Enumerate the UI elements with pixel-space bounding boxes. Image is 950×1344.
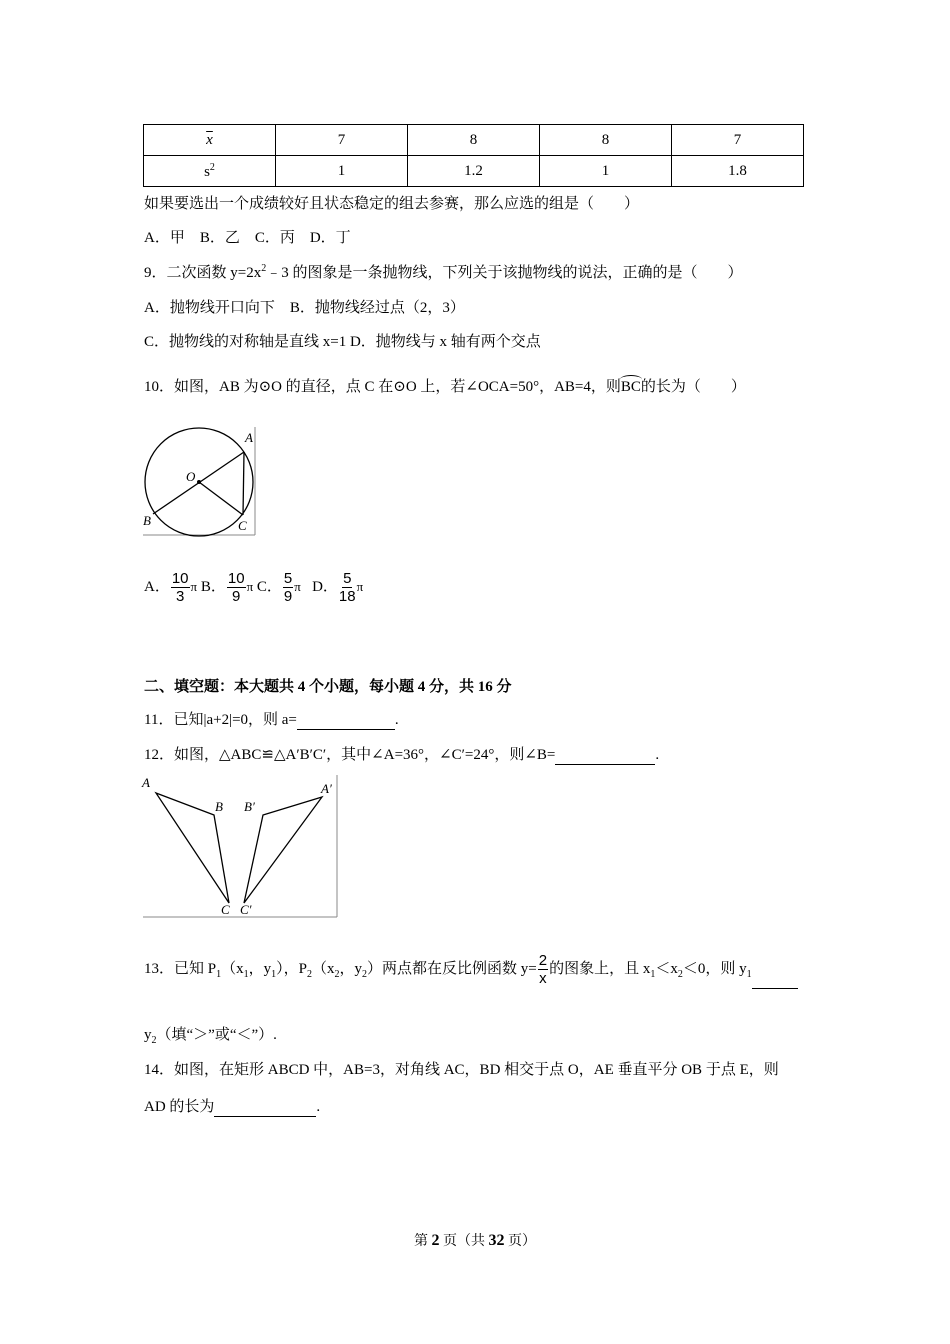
table-cell: 1 [540, 156, 672, 187]
q10-options: A． $\frac{10}{3}$ π B． $\frac{10}{9}$ π C． $\frac{5}{9}$ π D． $\frac{5}{18}$ π [144, 570, 364, 606]
frac-d: $\frac{5}{18}$ [338, 570, 356, 606]
frac-2-over-x: $\frac{2}{x}$ [538, 952, 548, 988]
q11-question: 11．已知|a+2|=0，则 a= . [144, 712, 399, 728]
label-c: C [221, 902, 230, 917]
circle-figure [141, 427, 257, 537]
label-a-prime: A′ [321, 781, 332, 796]
q8-options: A．甲 B．乙 C．丙 D．丁 [144, 230, 351, 246]
center-point [197, 480, 201, 484]
table-cell: 1.8 [672, 156, 804, 187]
row-label-mean: $\overline{x}$ [144, 125, 276, 156]
label-a: A [142, 775, 150, 790]
label-a: A [245, 430, 253, 445]
stats-table [143, 124, 804, 187]
q12-question: 12．如图，△ABC≌△A′B′C′，其中∠A=36°，∠C′=24°，则∠B= . [144, 747, 660, 763]
q9-options-ab: A．抛物线开口向下 B．抛物线经过点（2，3） [144, 300, 465, 316]
table-row [144, 125, 804, 156]
table-row [144, 156, 804, 187]
table-cell: 1.2 [408, 156, 540, 187]
label-c: C [238, 518, 247, 533]
q9-question: 9．二次函数 $y=2x^2﹣3$ 的图象是一条抛物线，下列关于该抛物线的说法，正确的是（ ） [144, 263, 743, 281]
table-cell: 1 [276, 156, 408, 187]
frac-c: $\frac{5}{9}$ [283, 570, 293, 606]
q8-question: 如果要选出一个成绩较好且状态稳定的组去参赛，那么应选的组是（ ） [144, 196, 640, 212]
q13-line2: $y_2$（填“＞”或“＜”）. [144, 1027, 277, 1046]
label-b: B [143, 513, 151, 528]
triangles-figure [141, 775, 341, 920]
label-c-prime: C′ [240, 902, 252, 917]
option-a: A． [144, 579, 170, 595]
q9-options-cd: C．抛物线的对称轴是直线 x=1 D．抛物线与 x 轴有两个交点 [144, 334, 541, 350]
chord-ac [243, 452, 244, 515]
label-b-prime: B′ [244, 799, 255, 814]
frac-a: $\frac{10}{3}$ [171, 570, 189, 606]
q10-question: 10．如图，AB 为⊙O 的直径，点 C 在⊙O 上，若∠OCA=50°，AB=4，则BC的长为（ ） [144, 375, 746, 396]
q13-question: 13．已知 $P_1(x_1$，$y_1$），$P_2(x_2$，$y_2$）两点都在反比例函数 y= $\frac{2}{x}$ 的图象上，且 $x_1<x_2<0$，则 $y_1$ [144, 950, 798, 994]
table-cell: 8 [540, 125, 672, 156]
option-d: D． [312, 579, 338, 595]
section-heading: 二、填空题：本大题共 4 个小题，每小题 4 分，共 16 分 [144, 679, 512, 695]
radius-oc [199, 482, 243, 515]
label-b: B [215, 799, 223, 814]
page-footer: 第 2 页（共 32 页） [414, 1232, 536, 1249]
row-label-variance: $s^2$ [144, 156, 276, 187]
label-o: O [186, 469, 196, 484]
table-cell: 7 [276, 125, 408, 156]
arc-bc: BC [621, 375, 641, 396]
option-c: C． [256, 579, 282, 595]
table-cell: 8 [408, 125, 540, 156]
option-b: B． [200, 579, 226, 595]
q14-line1: 14．如图，在矩形 ABCD 中，AB=3，对角线 AC，BD 相交于点 O，AE 垂直平分 OB 于点 E，则 [144, 1062, 779, 1078]
table-cell: 7 [672, 125, 804, 156]
triangle-a2b2c2 [244, 797, 322, 903]
q14-line2: AD 的长为 . [144, 1099, 321, 1115]
frac-b: $\frac{10}{9}$ [227, 570, 245, 606]
